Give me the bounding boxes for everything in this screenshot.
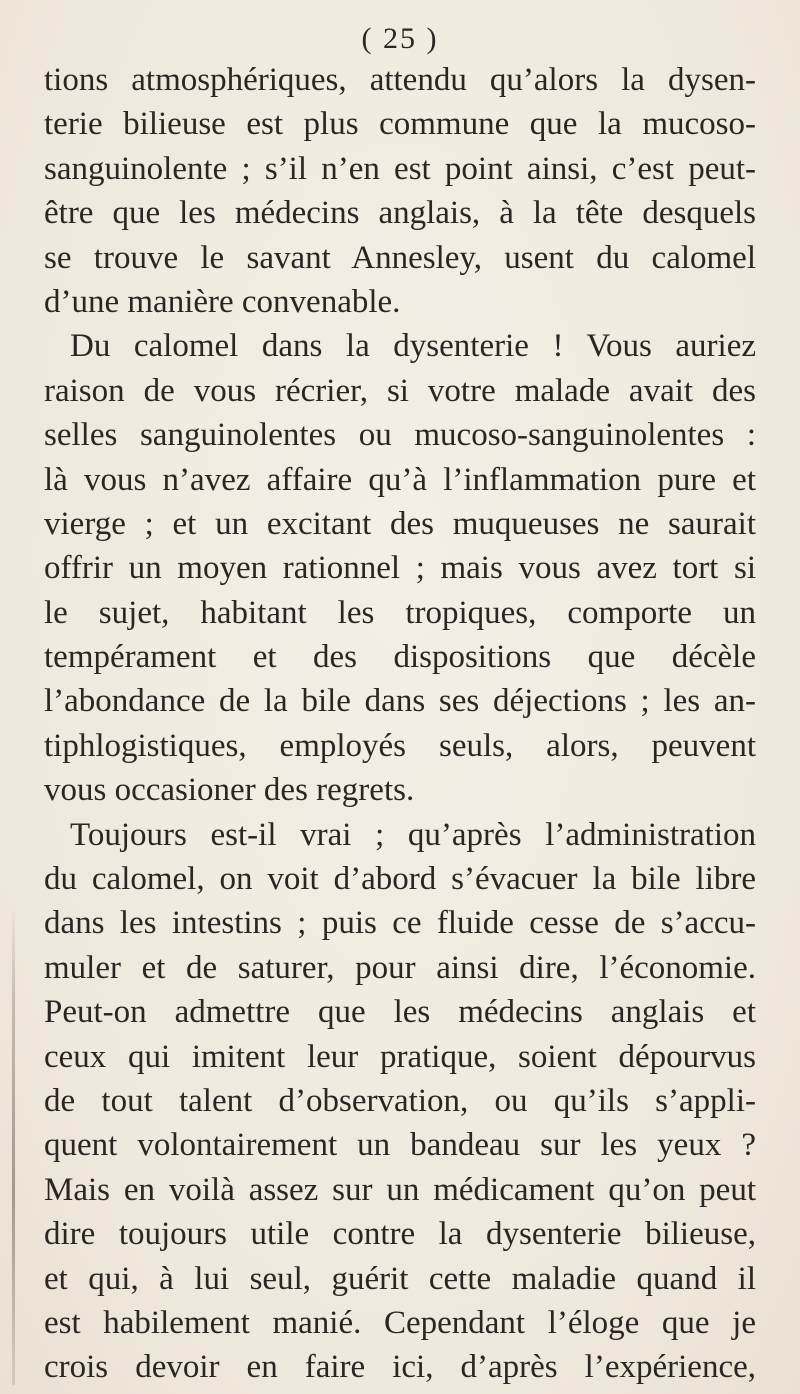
text-line: Peut-on admettre que les médecins anglais et [44, 994, 756, 1031]
binding-edge [12, 905, 15, 1385]
text-line: quent volontairement un bandeau sur les yeux ? [44, 1127, 756, 1164]
text-line: se trouve le savant Annesley, usent du calomel [44, 239, 756, 276]
text-line: vous occasioner des regrets. [44, 772, 415, 809]
text-line: Du calomel dans la dysenterie ! Vous auriez [70, 328, 756, 365]
text-line: dire toujours utile contre la dysenterie bilieuse, [44, 1216, 756, 1253]
text-line: tempérament et des dispositions que décèle [44, 639, 756, 676]
text-line: tions atmosphériques, attendu qu’alors la dysen- [44, 62, 756, 98]
text-line: l’abondance de la bile dans ses déjections ; les an- [44, 683, 756, 720]
text-line: Mais en voilà assez sur un médicament qu’on peut [44, 1171, 756, 1208]
text-line: ceux qui imitent leur pratique, soient dépourvus [44, 1038, 756, 1075]
text-line: vierge ; et un excitant des muqueuses ne saurait [44, 505, 756, 542]
text-line: tiphlogistiques, employés seuls, alors, peuvent [44, 727, 756, 764]
text-line: terie bilieuse est plus commune que la mucoso- [44, 106, 756, 143]
text-line: d’une manière convenable. [44, 283, 401, 320]
text-line: raison de vous récrier, si votre malade avait des [44, 372, 756, 409]
text-line: offrir un moyen rationnel ; mais vous avez tort si [44, 550, 756, 587]
text-line: est habilement manié. Cependant l’éloge que je [44, 1304, 756, 1341]
text-line: selles sanguinolentes ou mucoso-sanguinolentes : [44, 417, 756, 454]
text-line: et qui, à lui seul, guérit cette maladie quand il [44, 1260, 756, 1297]
text-line: Toujours est-il vrai ; qu’après l’administration [70, 816, 756, 853]
text-line: dans les intestins ; puis ce fluide cesse de s’accu- [44, 905, 756, 942]
text-line: muler et de saturer, pour ainsi dire, l’économie. [44, 949, 756, 986]
text-line: être que les médecins anglais, à la tête desquels [44, 195, 756, 232]
text-line: sanguinolente ; s’il n’en est point ainsi, c’est peut- [44, 150, 756, 187]
body-text [44, 58, 756, 1390]
text-line: du calomel, on voit d’abord s’évacuer la bile libre [44, 861, 756, 898]
page-number: ( 25 ) [361, 22, 439, 55]
text-line: là vous n’avez affaire qu’à l’inflammation pure et [44, 461, 756, 498]
text-line: le sujet, habitant les tropiques, comporte un [44, 594, 756, 631]
text-line: de tout talent d’observation, ou qu’ils s’appli- [44, 1082, 756, 1119]
text-line: crois devoir en faire ici, d’après l’expérience, [44, 1349, 756, 1386]
